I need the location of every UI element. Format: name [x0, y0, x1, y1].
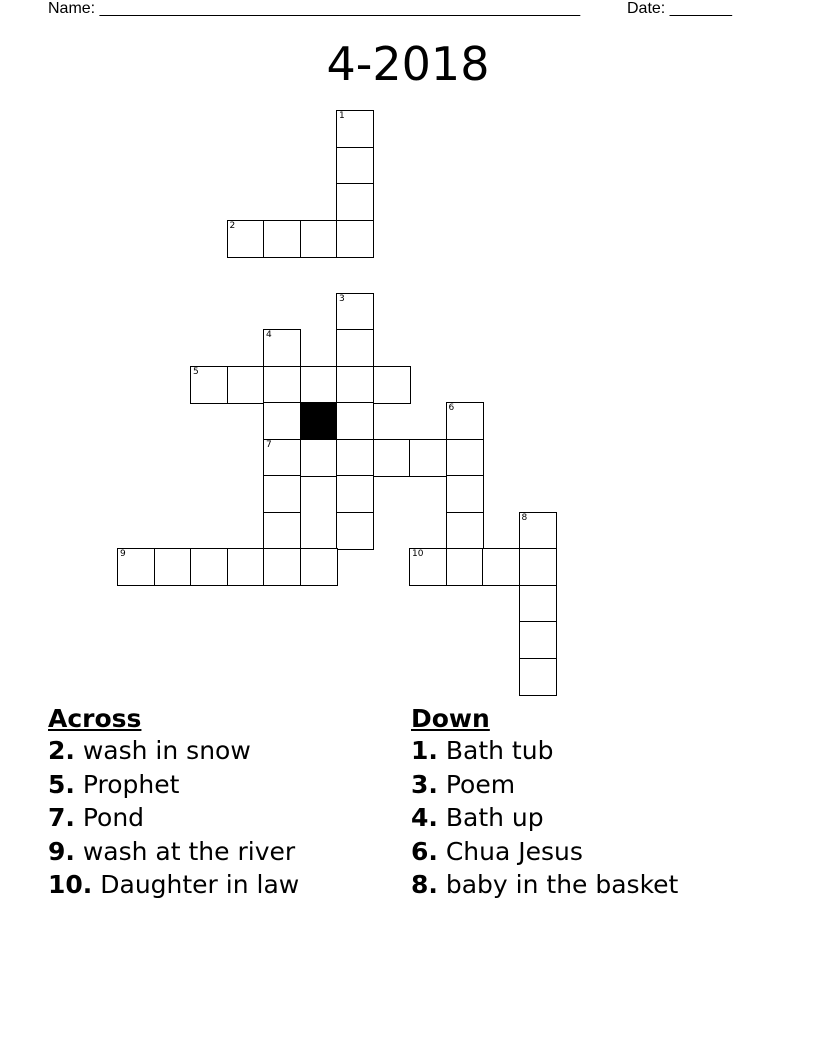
across-clues: [48, 704, 299, 902]
cell-number: 9: [120, 549, 126, 559]
clue-number: 1.: [411, 736, 438, 765]
clue-text: Prophet: [74, 769, 180, 799]
crossword-cell[interactable]: [336, 475, 374, 513]
clue-text: Poem: [437, 769, 516, 799]
clue-number: 6.: [411, 836, 438, 866]
crossword-cell[interactable]: [519, 512, 557, 550]
across-heading: Across: [48, 704, 142, 733]
crossword-cell[interactable]: [519, 621, 557, 659]
clue-text: Daughter in law: [92, 870, 300, 899]
clue-text: baby in the basket: [437, 870, 679, 899]
crossword-cell[interactable]: [300, 366, 338, 404]
cell-number: 10: [412, 549, 424, 559]
cell-number: 6: [448, 403, 455, 413]
clue-text: Chua Jesus: [437, 836, 583, 866]
crossword-cell[interactable]: [263, 329, 301, 367]
clue-number: 3.: [411, 769, 438, 799]
clue-number: 9.: [48, 836, 75, 866]
crossword-cell[interactable]: [227, 366, 265, 404]
crossword-cell[interactable]: [263, 512, 301, 550]
crossword-cell[interactable]: [373, 439, 411, 477]
crossword-cell[interactable]: [446, 475, 484, 513]
cell-number: 3: [339, 293, 345, 304]
down-heading: Down: [411, 704, 490, 733]
crossword-cell[interactable]: [446, 439, 484, 477]
crossword-cell[interactable]: [336, 512, 374, 550]
clue-number: 2.: [48, 736, 75, 765]
date-field-label: Date: _______: [627, 0, 732, 17]
crossword-cell[interactable]: [190, 548, 228, 586]
crossword-cell[interactable]: [263, 402, 301, 440]
clue-number: 5.: [48, 769, 75, 799]
black-cell: [300, 402, 338, 440]
crossword-cell[interactable]: [336, 402, 374, 440]
down-clue: [411, 734, 678, 768]
clue-text: Bath tub: [437, 736, 554, 765]
crossword-cell[interactable]: [227, 220, 265, 258]
cell-number: 1: [339, 111, 345, 121]
crossword-cell[interactable]: [446, 512, 484, 550]
crossword-cell[interactable]: [519, 585, 557, 623]
crossword-cell[interactable]: [336, 220, 374, 258]
cell-number: 7: [266, 439, 272, 450]
clue-text: Bath up: [437, 803, 544, 832]
clue-text: wash in snow: [74, 736, 251, 765]
cell-number: 2: [229, 220, 236, 231]
crossword-cell[interactable]: [336, 293, 374, 331]
clue-number: 4.: [411, 803, 438, 832]
crossword-cell[interactable]: [263, 475, 301, 513]
crossword-cell[interactable]: [336, 183, 374, 221]
crossword-cell[interactable]: [263, 220, 301, 258]
down-clues: [411, 704, 678, 902]
crossword-cell[interactable]: [300, 439, 338, 477]
crossword-cell[interactable]: [336, 366, 374, 404]
clue-text: wash at the river: [74, 836, 296, 866]
crossword-cell[interactable]: [446, 402, 484, 440]
across-clue: [48, 801, 299, 835]
across-clue: [48, 768, 299, 802]
crossword-cell[interactable]: [336, 147, 374, 185]
clue-number: 7.: [48, 803, 75, 832]
down-clue: [411, 801, 678, 835]
page-title: 4-2018: [326, 37, 490, 91]
crossword-cell[interactable]: [519, 548, 557, 586]
down-clue: [411, 868, 678, 902]
cell-number: 8: [521, 512, 528, 523]
crossword-cell[interactable]: [336, 439, 374, 477]
cell-number: 4: [266, 330, 272, 340]
crossword-cell[interactable]: [409, 548, 447, 586]
name-field-label: Name: ______________________________________________________: [48, 0, 581, 17]
crossword-cell[interactable]: [190, 366, 228, 404]
crossword-cell[interactable]: [336, 329, 374, 367]
crossword-cell[interactable]: [263, 548, 301, 586]
crossword-cell[interactable]: [227, 548, 265, 586]
crossword-cell[interactable]: [300, 548, 338, 586]
crossword-cell[interactable]: [519, 658, 557, 696]
down-clue: [411, 768, 678, 802]
down-clue: [411, 835, 678, 869]
crossword-cell[interactable]: [263, 439, 301, 477]
across-clue: [48, 835, 299, 869]
clue-text: Pond: [74, 803, 145, 832]
across-clue: [48, 734, 299, 768]
crossword-cell[interactable]: [263, 366, 301, 404]
clue-number: 10.: [48, 870, 93, 899]
clue-number: 8.: [411, 870, 438, 899]
crossword-cell[interactable]: [409, 439, 447, 477]
crossword-cell[interactable]: [373, 366, 411, 404]
crossword-cell[interactable]: [446, 548, 484, 586]
crossword-cell[interactable]: [154, 548, 192, 586]
crossword-cell[interactable]: [482, 548, 520, 586]
cell-number: 5: [193, 366, 199, 377]
crossword-cell[interactable]: [336, 110, 374, 148]
crossword-cell[interactable]: [300, 220, 338, 258]
across-clue: [48, 868, 299, 902]
crossword-cell[interactable]: [117, 548, 155, 586]
